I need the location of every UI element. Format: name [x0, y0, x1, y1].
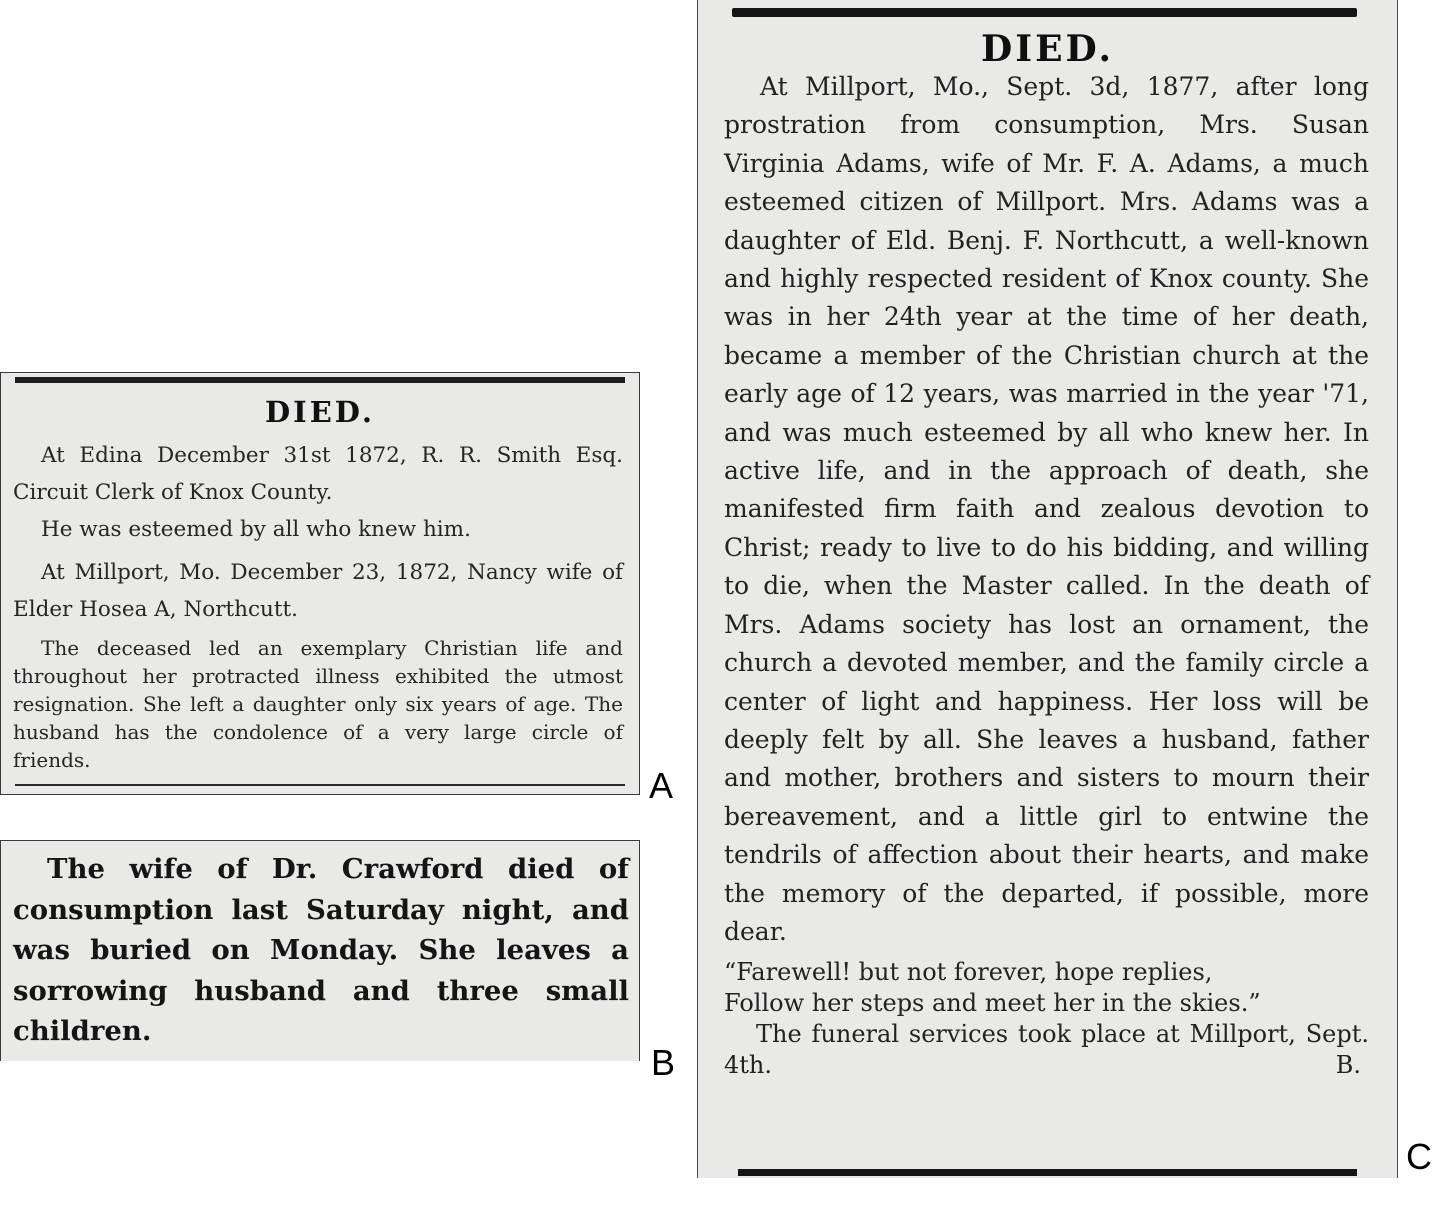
clipping-a: [0, 372, 640, 795]
paragraph: At Millport, Mo. December 23, 1872, Nancy wife of Elder Hosea A, Northcutt.: [13, 560, 623, 622]
article-body: [724, 68, 1369, 1081]
heading: DIED.: [981, 28, 1114, 70]
panel-label-a: A: [649, 765, 674, 806]
paragraph: At Edina December 31st 1872, R. R. Smith Esq. Circuit Clerk of Knox County.: [13, 443, 623, 505]
top-rule: [15, 377, 625, 383]
paragraph: He was esteemed by all who knew him.: [41, 517, 471, 542]
signature: B.: [1335, 1051, 1361, 1080]
heading: DIED.: [264, 395, 376, 429]
article-body: [13, 849, 629, 1052]
paragraph: At Millport, Mo., Sept. 3d, 1877, after long prostration from consumption, Mrs. Susan Virginia Adams, wife of Mr. F. A. Adams, a much esteemed citizen of Millport. Mrs. Adams was a daughter of Eld. Benj. F. Northcutt, a well-known and highly respected resident of Knox county. She was in her 24th year at the time of her death, became a member of the Christian church at the early age of 12 years, was married in the year '71, and was much esteemed by all who knew her. In active life, and in the approach of death, she manifested firm faith and zealous devotion to Christ; ready to live to do his bidding, and willing to die, when the Master called. In the death of Mrs. Adams society has lost an ornament, the church a devoted member, and the family circle a center of light and happiness. Her loss will be deeply felt by all. She leaves a husband, father and mother, brothers and sisters to mourn their bereavement, and a little girl to entwine the tendrils of affection about their hearts, and make the memory of the departed, if possible, more dear.: [724, 72, 1369, 946]
clipping-b: [0, 840, 640, 1061]
panel-label-c: C: [1406, 1136, 1432, 1177]
paragraph: The wife of Dr. Crawford died of consumption last Saturday night, and was buried on Monday. She leaves a sorrowing husband and three small children.: [13, 853, 629, 1047]
article-body: [13, 437, 623, 774]
verse-line: Follow her steps and meet her in the skies.”: [724, 989, 1261, 1018]
verse-line: “Farewell! but not forever, hope replies,: [724, 958, 1213, 987]
panel-label-b: B: [651, 1042, 676, 1083]
bottom-rule: [15, 784, 625, 786]
funeral-notice: [724, 1019, 1369, 1081]
bottom-rule: [738, 1169, 1357, 1176]
funeral-text: The funeral services took place at Millport, Sept. 4th.: [724, 1020, 1369, 1080]
top-rule: [732, 8, 1357, 17]
paragraph: The deceased led an exemplary Christian life and throughout her protracted illness exhibited the utmost resignation. She left a daughter only six years of age. The husband has the condolence of a very large circle of friends.: [13, 636, 623, 772]
clipping-c: [697, 0, 1398, 1178]
